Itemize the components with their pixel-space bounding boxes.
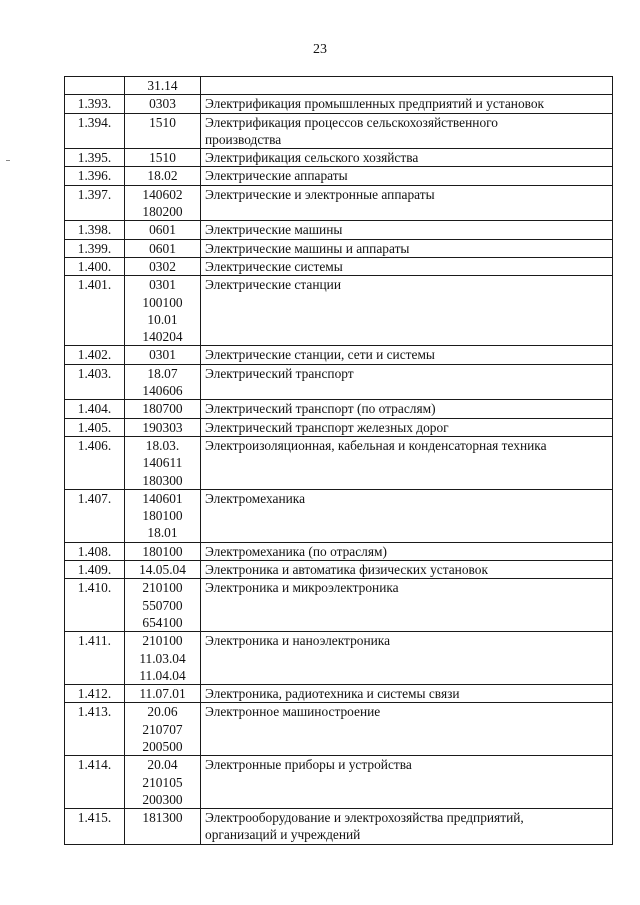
specialty-code: 190303 — [142, 419, 183, 435]
specialty-code-cell — [125, 561, 201, 579]
specialty-name-line: Электрический транспорт железных дорог — [205, 419, 449, 435]
specialty-code-cell — [125, 257, 201, 275]
specialty-name-cell — [201, 77, 613, 95]
row-number-cell: 1.401. — [65, 276, 125, 346]
specialty-name-line: Электрические станции, сети и системы — [205, 347, 435, 363]
specialty-name-cell — [201, 364, 613, 400]
specialty-code-cell — [125, 95, 201, 113]
specialty-name-cell — [201, 542, 613, 560]
table-row — [65, 257, 613, 275]
specialty-name-cell — [201, 400, 613, 418]
row-number-cell: 1.414. — [65, 756, 125, 809]
specialty-code: 180100 — [142, 508, 183, 524]
specialty-code-cell — [125, 167, 201, 185]
specialty-code: 0302 — [149, 258, 176, 274]
specialty-code: 1510 — [149, 114, 176, 130]
specialty-name-cell — [201, 221, 613, 239]
row-number-cell: 1.408. — [65, 542, 125, 560]
margin-mark — [6, 160, 10, 161]
row-number-cell: 1.397. — [65, 185, 125, 221]
table-row — [65, 167, 613, 185]
specialty-name-cell — [201, 489, 613, 542]
specialty-code: 210100 — [142, 580, 183, 596]
row-number-cell: 1.407. — [65, 489, 125, 542]
specialty-code: 140204 — [142, 329, 183, 345]
specialty-code: 18.03. — [145, 437, 180, 453]
specialty-code: 0301 — [149, 277, 176, 293]
specialty-code: 100100 — [142, 294, 183, 310]
row-number-cell: 1.406. — [65, 436, 125, 489]
specialty-code: 0301 — [149, 347, 176, 363]
page-number: 23 — [313, 42, 327, 57]
specialty-code: 11.04.04 — [139, 667, 186, 683]
specialty-name-line: Электрические машины — [205, 222, 343, 238]
specialty-code-cell — [125, 756, 201, 809]
specialty-code-cell — [125, 185, 201, 221]
specialty-code-cell — [125, 239, 201, 257]
row-number-cell: 1.412. — [65, 685, 125, 703]
specialty-code: 180700 — [142, 401, 183, 417]
specialty-code-cell — [125, 113, 201, 149]
specialty-code: 1510 — [149, 150, 176, 166]
table-row — [65, 239, 613, 257]
specialty-name-cell — [201, 185, 613, 221]
specialty-name-line: Электронные приборы и устройства — [205, 757, 412, 773]
specialty-code: 10.01 — [147, 311, 178, 327]
row-number-cell: 1.396. — [65, 167, 125, 185]
specialty-name-cell — [201, 276, 613, 346]
table-row — [65, 276, 613, 346]
specialty-name-line: организаций и учреждений — [205, 827, 361, 843]
table-row — [65, 185, 613, 221]
specialty-name-cell — [201, 257, 613, 275]
specialty-name-line: Электронное машиностроение — [205, 704, 381, 720]
specialty-name-line: Электромеханика (по отраслям) — [205, 543, 387, 559]
row-number-cell: 1.410. — [65, 579, 125, 632]
specialty-code: 31.14 — [147, 78, 178, 93]
table-row — [65, 346, 613, 364]
specialty-code-cell — [125, 685, 201, 703]
table-row — [65, 149, 613, 167]
table-body — [65, 77, 613, 845]
specialty-name-line: Электрооборудование и электрохозяйства предприятий, — [205, 810, 524, 826]
specialty-name-cell — [201, 167, 613, 185]
specialty-name-cell — [201, 436, 613, 489]
specialty-name-cell — [201, 149, 613, 167]
row-number-cell: 1.398. — [65, 221, 125, 239]
specialty-code: 200300 — [142, 791, 183, 807]
table-row — [65, 703, 613, 756]
specialty-code: 181300 — [142, 810, 183, 826]
specialty-name-cell — [201, 632, 613, 685]
row-number-cell: 1.411. — [65, 632, 125, 685]
specialty-code: 20.06 — [147, 704, 178, 720]
specialty-code-cell — [125, 364, 201, 400]
specialty-code: 550700 — [142, 597, 183, 613]
specialty-name-cell — [201, 239, 613, 257]
table-row — [65, 95, 613, 113]
specialty-table — [64, 76, 613, 845]
specialty-code: 18.01 — [147, 525, 178, 541]
table-row — [65, 418, 613, 436]
table-row — [65, 561, 613, 579]
specialty-code: 0601 — [149, 222, 176, 238]
specialty-code: 180200 — [142, 204, 183, 220]
specialty-code: 14.05.04 — [139, 562, 186, 578]
specialty-name-line: Электроника, радиотехника и системы связи — [205, 686, 460, 702]
row-number-cell: 1.394. — [65, 113, 125, 149]
specialty-name-cell — [201, 685, 613, 703]
specialty-name-line: Электрические и электронные аппараты — [205, 186, 435, 202]
specialty-name-line: Электрификация процессов сельскохозяйственного — [205, 114, 499, 130]
row-number-cell: 1.395. — [65, 149, 125, 167]
row-number-cell: 1.399. — [65, 239, 125, 257]
specialty-code: 180300 — [142, 472, 183, 488]
table-row — [65, 632, 613, 685]
specialty-name-line: Электрические аппараты — [205, 168, 348, 184]
specialty-name-line: Электромеханика — [205, 490, 306, 506]
specialty-code: 210100 — [142, 633, 183, 649]
specialty-code: 0303 — [149, 96, 176, 112]
specialty-code: 18.07 — [147, 365, 178, 381]
specialty-code-cell — [125, 703, 201, 756]
specialty-code: 654100 — [142, 614, 183, 630]
table-row — [65, 756, 613, 809]
specialty-name-line: Электрические станции — [205, 277, 341, 293]
table-row — [65, 400, 613, 418]
specialty-name-cell — [201, 561, 613, 579]
specialty-code-cell — [125, 400, 201, 418]
table-row — [65, 77, 613, 95]
specialty-code: 11.07.01 — [139, 686, 186, 702]
specialty-code: 11.03.04 — [139, 650, 186, 666]
row-number-cell: 1.405. — [65, 418, 125, 436]
specialty-code-cell — [125, 346, 201, 364]
specialty-code-cell — [125, 809, 201, 845]
row-number-cell: 1.400. — [65, 257, 125, 275]
specialty-code-cell — [125, 579, 201, 632]
specialty-name-line: Электроника и микроэлектроника — [205, 580, 399, 596]
specialty-code: 200500 — [142, 738, 183, 754]
table-row — [65, 221, 613, 239]
specialty-name-line: Электрический транспорт — [205, 365, 354, 381]
row-number-cell: 1.403. — [65, 364, 125, 400]
specialty-code: 210707 — [142, 721, 183, 737]
specialty-code: 140606 — [142, 383, 183, 399]
specialty-code-cell — [125, 542, 201, 560]
specialty-code-cell — [125, 632, 201, 685]
specialty-name-line: Электрические машины и аппараты — [205, 240, 410, 256]
table-row — [65, 113, 613, 149]
specialty-name-cell — [201, 95, 613, 113]
row-number-cell: 1.409. — [65, 561, 125, 579]
specialty-name-line: Электрический транспорт (по отраслям) — [205, 401, 436, 417]
row-number-cell: 1.413. — [65, 703, 125, 756]
specialty-name-cell — [201, 113, 613, 149]
specialty-code: 140601 — [142, 490, 183, 506]
specialty-code: 0601 — [149, 240, 176, 256]
table-row — [65, 579, 613, 632]
specialty-name-line: Электрификация сельского хозяйства — [205, 150, 419, 166]
specialty-name-cell — [201, 346, 613, 364]
specialty-name-line: Электроизоляционная, кабельная и конденсаторная техника — [205, 437, 547, 453]
row-number-cell: 1.404. — [65, 400, 125, 418]
specialty-name-line: Электрификация промышленных предприятий и установок — [205, 96, 545, 112]
specialty-name-cell — [201, 703, 613, 756]
table-row — [65, 436, 613, 489]
specialty-code: 140602 — [142, 186, 183, 202]
row-number-cell: 1.393. — [65, 95, 125, 113]
specialty-name-cell — [201, 756, 613, 809]
row-number-cell — [65, 77, 125, 95]
specialty-code: 20.04 — [147, 757, 178, 773]
specialty-name-line — [205, 77, 608, 94]
specialty-code-cell — [125, 436, 201, 489]
specialty-code: 18.02 — [147, 168, 178, 184]
specialty-code-cell — [125, 276, 201, 346]
table-row — [65, 489, 613, 542]
specialty-code-cell — [125, 221, 201, 239]
specialty-code: 180100 — [142, 543, 183, 559]
specialty-code-cell — [125, 418, 201, 436]
row-number-cell: 1.415. — [65, 809, 125, 845]
specialty-code-cell — [125, 149, 201, 167]
specialty-name-cell — [201, 418, 613, 436]
specialty-name-cell — [201, 809, 613, 845]
specialty-name-cell — [201, 579, 613, 632]
specialty-name-line: Электрические системы — [205, 258, 343, 274]
specialty-code-cell — [125, 489, 201, 542]
specialty-name-line: производства — [205, 131, 282, 147]
table-row — [65, 364, 613, 400]
specialty-name-line: Электроника и автоматика физических установок — [205, 562, 488, 578]
table-row — [65, 685, 613, 703]
specialty-code-cell — [125, 77, 201, 95]
specialty-code: 140611 — [142, 455, 183, 471]
table-row — [65, 542, 613, 560]
table-row — [65, 809, 613, 845]
specialty-name-line: Электроника и наноэлектроника — [205, 633, 391, 649]
row-number-cell: 1.402. — [65, 346, 125, 364]
specialty-code: 210105 — [142, 774, 183, 790]
